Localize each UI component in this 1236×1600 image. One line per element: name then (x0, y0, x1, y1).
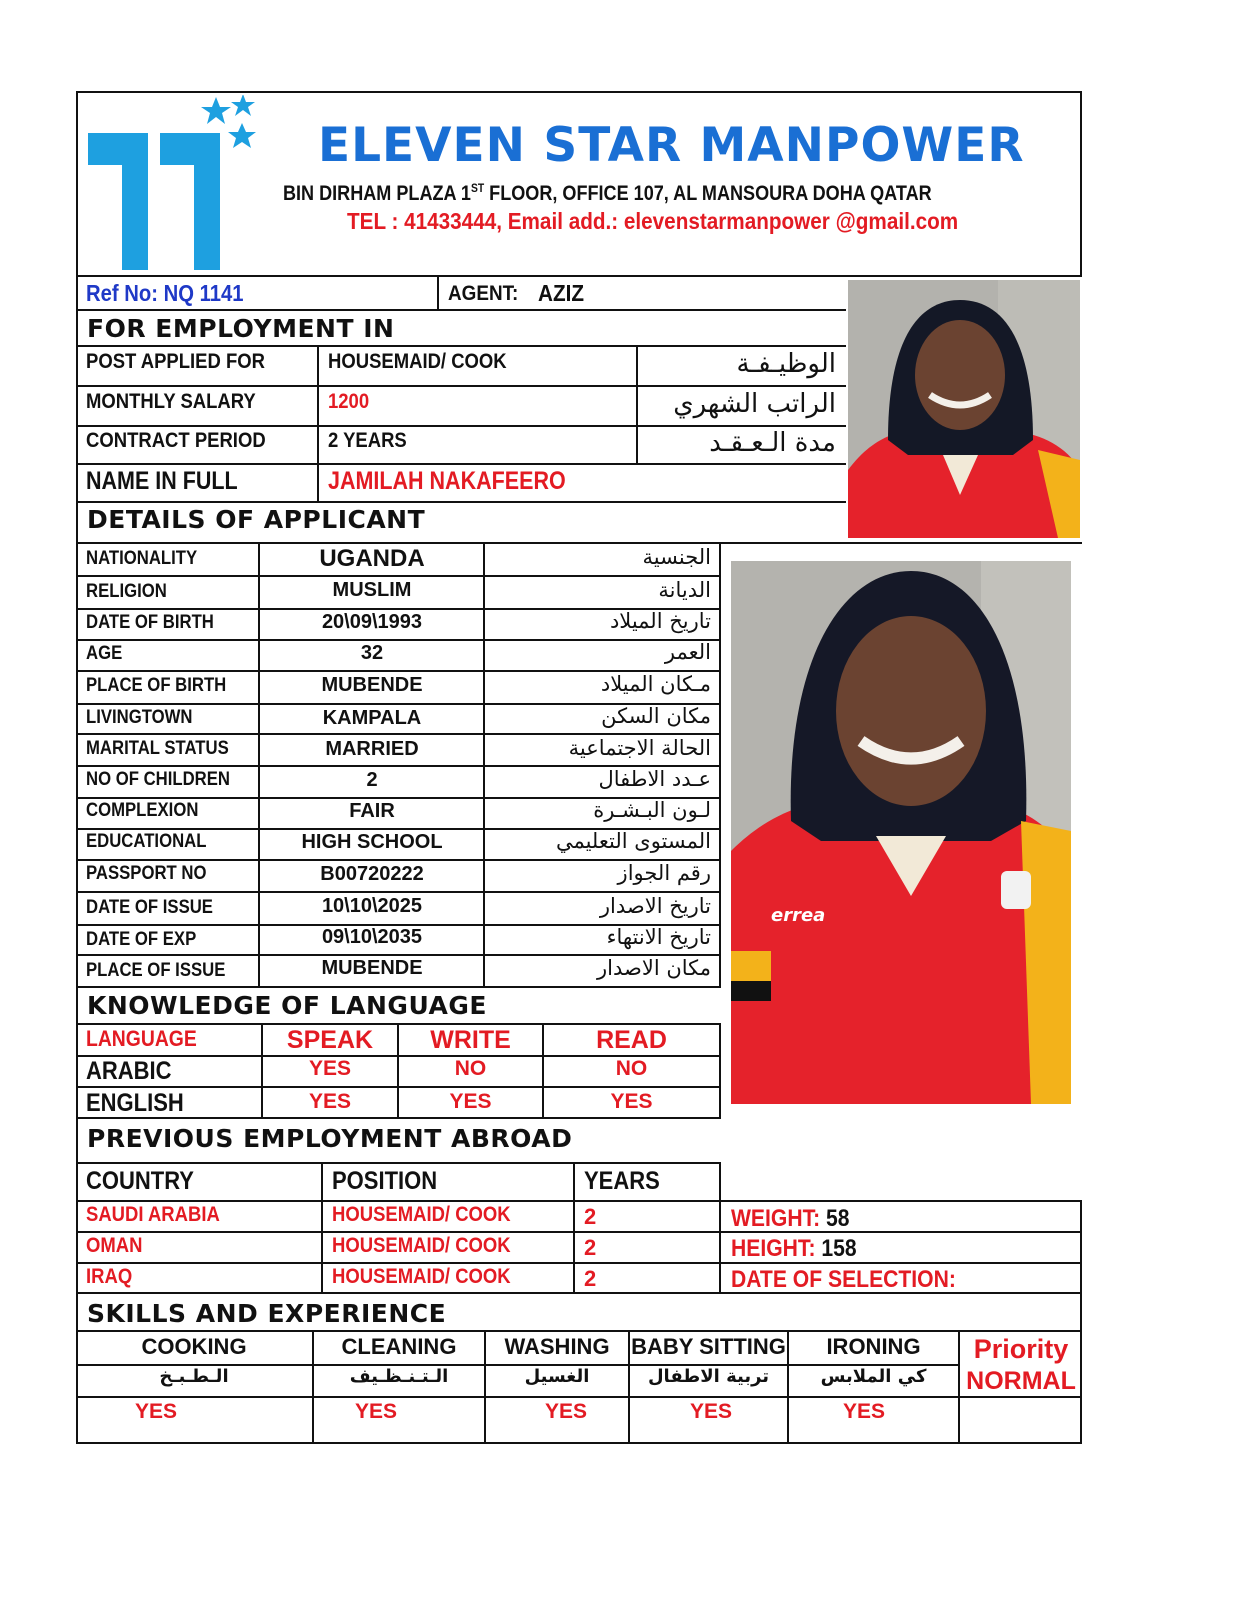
age-value: 32 (360, 642, 384, 664)
skill-name: COOKING (141, 1334, 247, 1359)
religion-label: RELIGION (86, 581, 167, 602)
passport-arabic: رقم الجواز (617, 861, 711, 885)
applicant-photo-large (731, 561, 1071, 1104)
height-value: 158 (821, 1235, 857, 1262)
employment-heading: FOR EMPLOYMENT IN (87, 314, 395, 343)
marital-label: MARITAL STATUS (86, 738, 229, 759)
issue-date-label: DATE OF ISSUE (86, 897, 213, 918)
applicant-heading: DETAILS OF APPLICANT (87, 505, 426, 534)
country-value: OMAN (86, 1234, 143, 1257)
post-arabic: الوظيـفـة (736, 349, 836, 379)
contract-arabic: مدة الـعـقـد (709, 428, 836, 458)
place-issue-label: PLACE OF ISSUE (86, 960, 226, 981)
education-label: EDUCATIONAL (86, 831, 207, 852)
place-issue-arabic: مكان الاصدار (597, 956, 711, 980)
nationality-label: NATIONALITY (86, 548, 198, 569)
religion-arabic: الديانة (658, 578, 711, 602)
contract-value: 2 YEARS (328, 429, 407, 452)
frame-right-top (1080, 91, 1082, 277)
position-col-header: POSITION (332, 1167, 438, 1195)
livingtown-arabic: مكان السكن (601, 704, 711, 728)
exp-date-label: DATE OF EXP (86, 929, 197, 950)
position-value: HOUSEMAID/ COOK (332, 1234, 511, 1257)
education-arabic: المستوى التعليمي (555, 829, 711, 853)
country-col-header: COUNTRY (86, 1167, 194, 1195)
star-icon (231, 95, 255, 116)
livingtown-label: LIVINGTOWN (86, 707, 193, 728)
marital-arabic: الحالة الاجتماعية (568, 736, 711, 760)
frame-top (76, 91, 1082, 93)
skill-value: YES (134, 1400, 178, 1423)
nationality-value: UGANDA (319, 545, 425, 572)
salary-value: 1200 (328, 390, 370, 413)
applicant-photo-small (848, 280, 1080, 538)
name-label: NAME IN FULL (86, 467, 238, 495)
skill-arabic: تربية الاطفال (647, 1366, 770, 1387)
years-value: 2 (584, 1235, 597, 1260)
ref-agent-divider (437, 277, 439, 310)
skill-value: YES (544, 1400, 588, 1423)
issue-date-value: 10\10\2025 (321, 895, 423, 917)
weight-label: WEIGHT: (731, 1205, 821, 1232)
salary-label: MONTHLY SALARY (86, 390, 256, 413)
language-table (76, 1025, 721, 1119)
language-heading: KNOWLEDGE OF LANGUAGE (87, 991, 487, 1020)
exp-date-value: 09\10\2035 (321, 926, 423, 948)
issue-date-arabic: تاريخ الاصدار (599, 894, 711, 918)
write-col-header: WRITE (430, 1026, 511, 1054)
skill-name: CLEANING (341, 1334, 457, 1359)
pob-value: MUBENDE (321, 674, 423, 696)
age-label: AGE (86, 643, 123, 664)
position-value: HOUSEMAID/ COOK (332, 1265, 511, 1288)
skill-arabic: الـتـنـظـيف (349, 1366, 449, 1387)
star-icon (228, 123, 256, 148)
write-value: YES (449, 1090, 492, 1113)
livingtown-value: KAMPALA (322, 707, 422, 729)
years-value: 2 (584, 1204, 597, 1229)
skill-arabic: الغسيل (524, 1366, 590, 1387)
skill-value: YES (689, 1400, 733, 1423)
years-col-header: YEARS (584, 1167, 660, 1195)
speak-value: YES (308, 1057, 352, 1080)
ref-number: Ref No: NQ 1141 (86, 280, 244, 306)
children-arabic: عـدد الاطفال (598, 767, 711, 791)
complexion-label: COMPLEXION (86, 800, 199, 821)
language-name: ENGLISH (86, 1089, 184, 1117)
post-label: POST APPLIED FOR (86, 350, 266, 373)
ref-row-bottom (76, 309, 846, 311)
write-value: NO (454, 1057, 487, 1080)
selection-date-label: DATE OF SELECTION: (731, 1266, 956, 1293)
salary-arabic: الراتب الشهري (673, 389, 836, 419)
skill-name: IRONING (826, 1334, 921, 1359)
age-arabic: العمر (664, 640, 711, 664)
years-value: 2 (584, 1266, 597, 1291)
applicant-table (76, 544, 721, 988)
complexion-arabic: لـون البـشـرة (593, 798, 711, 822)
weight-field (731, 1205, 850, 1233)
nationality-arabic: الجنسية (642, 545, 711, 569)
place-issue-value: MUBENDE (321, 957, 423, 979)
agent-value: AZIZ (538, 280, 584, 306)
skill-value: YES (354, 1400, 398, 1423)
passport-value: B00720222 (320, 863, 424, 885)
company-logo (86, 95, 266, 273)
education-value: HIGH SCHOOL (301, 831, 443, 853)
contract-label: CONTRACT PERIOD (86, 429, 266, 452)
skill-arabic: كي الملابس (820, 1366, 927, 1387)
name-value: JAMILAH NAKAFEERO (328, 467, 566, 495)
post-value: HOUSEMAID/ COOK (328, 350, 507, 373)
pob-arabic: مـكان الميلاد (600, 672, 711, 696)
svg-text:errea: errea (771, 905, 826, 926)
country-value: SAUDI ARABIA (86, 1203, 220, 1226)
previous-table (76, 1164, 721, 1294)
children-label: NO OF CHILDREN (86, 769, 230, 790)
country-value: IRAQ (86, 1265, 133, 1288)
priority-label: Priority (973, 1334, 1069, 1364)
company-address: BIN DIRHAM PLAZA 1ST FLOOR, OFFICE 107, AL MANSOURA DOHA QATAR (283, 181, 932, 205)
skill-name: WASHING (504, 1334, 610, 1359)
read-value: YES (610, 1090, 653, 1113)
agent-label: AGENT: (448, 282, 519, 305)
skills-heading: SKILLS AND EXPERIENCE (87, 1299, 447, 1328)
logo-graphic (86, 95, 266, 273)
read-col-header: READ (596, 1026, 667, 1054)
small-photo-bottom (846, 542, 1082, 544)
skill-value: YES (842, 1400, 886, 1423)
passport-label: PASSPORT NO (86, 863, 207, 884)
company-name: ELEVEN STAR MANPOWER (318, 118, 1025, 173)
dob-value: 20\09\1993 (321, 611, 423, 633)
company-contact: TEL : 41433444, Email add.: elevenstarmanpower @gmail.com (347, 208, 959, 234)
exp-date-arabic: تاريخ الانتهاء (606, 925, 711, 949)
speak-value: YES (308, 1090, 352, 1113)
skills-table (76, 1332, 1082, 1444)
children-value: 2 (366, 769, 378, 791)
employment-table (76, 347, 846, 503)
marital-value: MARRIED (325, 738, 419, 760)
star-icon (201, 97, 231, 124)
header-divider (76, 275, 1082, 277)
dob-label: DATE OF BIRTH (86, 612, 214, 633)
speak-col-header: SPEAK (286, 1026, 374, 1054)
skill-arabic: الـطـبـخ (159, 1366, 229, 1387)
complexion-value: FAIR (349, 800, 395, 822)
physical-right-border (1080, 1200, 1082, 1294)
religion-value: MUSLIM (332, 579, 412, 601)
weight-value: 58 (826, 1205, 850, 1232)
pob-label: PLACE OF BIRTH (86, 675, 227, 696)
skill-name: BABY SITTING (631, 1334, 786, 1359)
dob-arabic: تاريخ الميلاد (609, 609, 711, 633)
height-field (731, 1235, 857, 1263)
priority-value: NORMAL (966, 1367, 1076, 1395)
position-value: HOUSEMAID/ COOK (332, 1203, 511, 1226)
language-col-header: LANGUAGE (86, 1026, 197, 1051)
height-label: HEIGHT: (731, 1235, 816, 1262)
read-value: NO (615, 1057, 648, 1080)
previous-heading: PREVIOUS EMPLOYMENT ABROAD (87, 1124, 573, 1153)
language-name: ARABIC (86, 1057, 172, 1085)
